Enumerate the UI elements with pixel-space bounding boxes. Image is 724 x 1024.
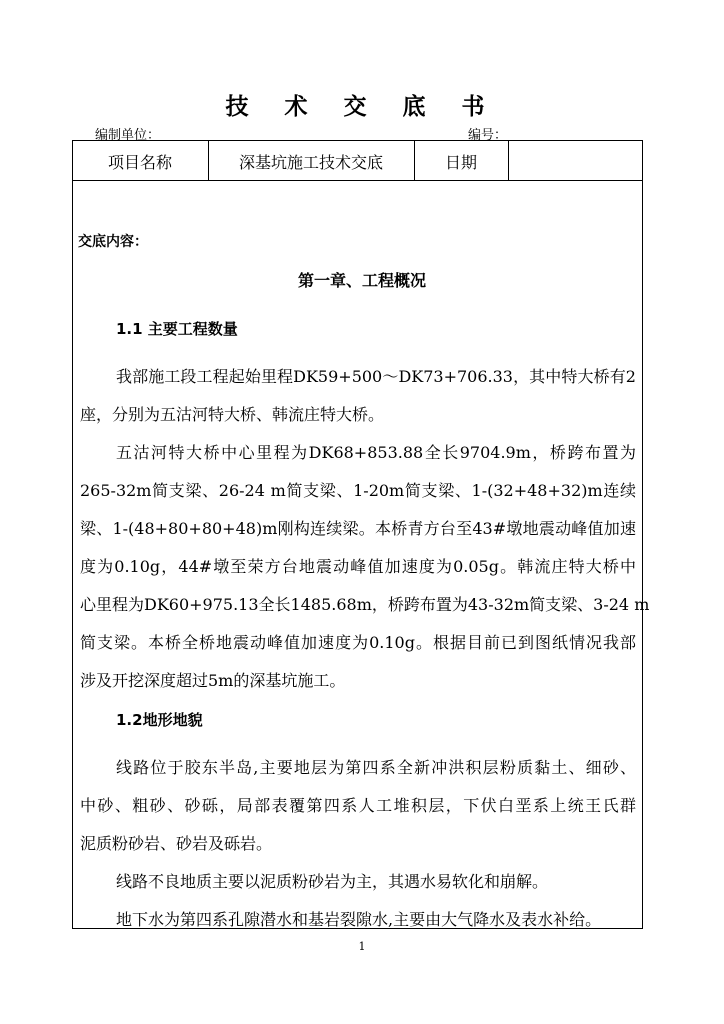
column-divider: [508, 140, 509, 181]
paragraph-line: 梁、1-(48+80+80+48)m刚构连续梁。本桥青方台至43#墩地震动峰值加速: [80, 519, 636, 538]
project-name-label: 项目名称: [107, 153, 172, 172]
page-number: 1: [358, 940, 366, 953]
paragraph-line: 简支梁。本桥全桥地震动峰值加速度为0.10g。根据目前已到图纸情况我部: [80, 633, 636, 652]
paragraph-line: 度为0.10g，44#墩至荣方台地震动峰值加速度为0.05g。韩流庄特大桥中: [80, 557, 636, 576]
paragraph-line: 线路不良地质主要以泥质粉砂岩为主，其遇水易软化和崩解。: [116, 872, 549, 891]
header-row-divider: [72, 180, 643, 181]
project-name-value: 深基坑施工技术交底: [238, 153, 383, 172]
paragraph-line: 座，分别为五沽河特大桥、韩流庄特大桥。: [80, 405, 385, 424]
content-label: 交底内容：: [78, 234, 148, 250]
paragraph-line: 线路位于胶东半岛,主要地层为第四系全新冲洪积层粉质黏土、细砂、: [116, 758, 636, 777]
paragraph-line: 泥质粉砂岩、砂岩及砾岩。: [80, 834, 273, 853]
compiler-unit-label: 编制单位：: [95, 128, 161, 143]
chapter-heading: 第一章、工程概况: [297, 271, 426, 290]
paragraph-line: 中砂、粗砂、砂砾，局部表覆第四系人工堆积层，下伏白垩系上统王氏群: [80, 796, 636, 815]
paragraph-line: 心里程为DK60+975.13全长1485.68m，桥跨布置为43-32m简支梁、3-24 m: [80, 595, 650, 614]
serial-number-label: 编号：: [468, 128, 508, 143]
paragraph-line: 地下水为第四系孔隙潜水和基岩裂隙水,主要由大气降水及表水补给。: [116, 910, 602, 929]
paragraph-line: 我部施工段工程起始里程DK59+500～DK73+706.33，其中特大桥有2: [116, 367, 636, 386]
date-label: 日期: [444, 153, 477, 172]
document-title: 技 术 交 底 书: [225, 94, 499, 120]
paragraph-line: 涉及开挖深度超过5m的深基坑施工。: [80, 671, 346, 690]
section-heading: 1.1 主要工程数量: [116, 320, 238, 338]
paragraph-line: 五沽河特大桥中心里程为DK68+853.88全长9704.9m，桥跨布置为: [116, 443, 636, 462]
paragraph-line: 265-32m简支梁、26-24 m简支梁、1-20m简支梁、1-(32+48+32)m连续: [80, 481, 636, 500]
section-heading: 1.2地形地貌: [116, 711, 203, 729]
